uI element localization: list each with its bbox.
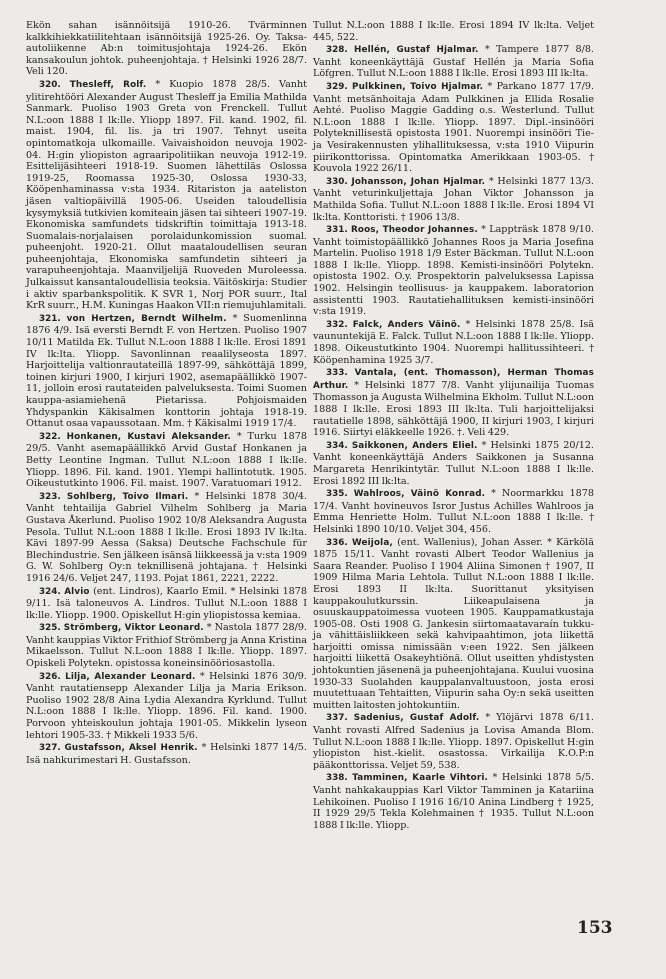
entry-number: 320. xyxy=(39,79,61,90)
entry-number: 332. xyxy=(326,319,348,330)
entry-number: 329. xyxy=(326,81,348,92)
entry-number: 330. xyxy=(326,176,348,187)
entry-text: * Helsinki 1878 25/8. Isä vaununtekijä E. Falck. Tullut N.L:oon 1888 I lk:lle. Yliopp. 1898. Oikeustutkinto 1904. Nuorempi hallitussihteeri. † Kööpenhamina 1925 3/7. xyxy=(313,318,594,366)
biography-entry xyxy=(26,671,307,742)
entry-name: Thesleff, Rolf. xyxy=(69,79,147,90)
entry-text: * Helsinki 1877 7/8. Vanht ylijunailija Tuomas Thomasson ja Augusta Wilhelmina Ekholm. Tullut N.L:oon 1888 I lk:lle. Erosi 1893 III lk:lta. Tuli harjoittelijaksi rautatielle 1898, sähköttäjä 1900, II kirjuri 1903, I kirjuri 1916. Siirtyi eläkkeelle 1926. †. Veli 429. xyxy=(313,379,594,439)
entry-number: 325. xyxy=(39,623,61,634)
continued-paragraph xyxy=(313,20,594,43)
entry-text: Tullut N.L:oon 1888 I lk:lle. Erosi 1894 IV lk:lta. Veljet 445, 522. xyxy=(313,20,594,43)
biography-entry xyxy=(26,313,307,430)
biography-entry xyxy=(313,319,594,366)
entry-text: * Nastola 1877 28/9. Vanht kauppias Viktor Frithiof Strömberg ja Anna Kristina Mikaelsson. Tullut N.L:oon 1888 I lk:lle. Yliopp. 1897. Opiskeli Polytekn. opistossa koneinsinööriosastolla. xyxy=(26,622,307,670)
entry-text: * Lappträsk 1878 9/10. Vanht toimistopäällikkö Johannes Roos ja Maria Josefina Martelin. Puoliso 1918 1/9 Ester Bäckman. Tullut N.L:oon 1888 I lk:lle. Yliopp. 1898. Kemisti-insinööri Polytekn. opistosta 1902. O.y. Prospektorin palveluksessa Lapissa 1902. Helsingin teollisuus- ja kauppakem. laboratorion assistentti 1903. Rautatiehallituksen kemisti-insinööri v:sta 1919. xyxy=(313,224,594,318)
biography-entry xyxy=(313,81,594,175)
biography-entry xyxy=(313,176,594,223)
entry-name: Alvio xyxy=(64,586,90,597)
entry-name: Tamminen, Kaarle Vihtori. xyxy=(352,773,488,784)
biography-entry xyxy=(26,742,307,766)
entry-name: Saikkonen, Anders Eliel. xyxy=(351,440,478,451)
entry-name: Sohlberg, Toivo Ilmari. xyxy=(66,491,189,502)
entry-text: (ent. Lindros), Kaarlo Emil. * Helsinki 1878 9/11. Isä taloneuvos A. Lindros. Tullut N.L:oon 1888 I lk:lle. Yliopp. 1900. Opiskellut H:gin yliopistossa kemiaa. xyxy=(26,585,307,621)
biography-entry xyxy=(313,44,594,80)
biography-entry xyxy=(26,431,307,490)
biography-entry xyxy=(26,622,307,669)
entry-number: 323. xyxy=(39,491,61,502)
entry-name: Roos, Theodor Johannes. xyxy=(350,225,478,236)
entry-name: Vantala, (ent. Thomasson), Herman Thomas Arthur. xyxy=(313,368,594,391)
entry-text: * Helsinki 1878 5/5. Vanht nahkakauppias Karl Viktor Tamminen ja Katariina Lehikoinen. Puoliso I 1916 16/10 Anina Lindberg † 1925, II 1929 29/5 Tekla Kolehmainen † 1935. Tullut N.L:oon 1888 I lk:lle. Yliopp. xyxy=(313,772,594,831)
entry-number: 334. xyxy=(326,440,348,451)
entry-name: Weijola, xyxy=(351,537,393,548)
entry-number: 336. xyxy=(326,537,348,548)
entry-name: von Hertzen, Berndt Wilhelm. xyxy=(66,313,227,324)
entry-name: Johansson, Johan Hjalmar. xyxy=(351,176,486,187)
biography-entry xyxy=(313,367,594,439)
right-column xyxy=(313,20,594,831)
entry-text: Ekön sahan isännöitsijä 1910-26. Tvärminnen kalkkihiekkatiilitehtaan isännöitsijä 1925-26. Oy. Taksa-autoliikenne Ab:n toimitusjohtaja 1924-26. Ekön kansakoulun johtok. puheenjohtaja. † Helsinki 1926 28/7. Veli 120. xyxy=(26,20,307,78)
entry-name: Sadenius, Gustaf Adolf. xyxy=(353,713,480,724)
entry-text: * Suomenlinna 1876 4/9. Isä eversti Berndt F. von Hertzen. Puoliso 1907 10/11 Matilda Ek. Tullut N.L:oon 1888 I lk:lle. Erosi 1891 IV lk:lta. Yliopp. Savonlinnan reaalilyseosta 1897. Harjoittelija valtionrautateillä 1897-99, sähköttäjä 1899, toinen kirjuri 1900, I kirjuri 1902, asemapäällikkö 1907-11, jolloin erosi rautateiden palveluksesta. Toimi Suomen kauppa-asiamiehenä Pietarissa. Pohjoismaiden Yhdyspankin Käkisalmen konttorin johtaja 1918-19. Ottanut osaa vapaussotaan. Mm. † Käkisalmi 1919 17/4. xyxy=(26,312,307,430)
left-column xyxy=(26,20,307,766)
entry-number: 335. xyxy=(326,489,348,500)
biography-entry xyxy=(26,586,307,622)
entry-name: Strömberg, Viktor Leonard. xyxy=(63,623,204,634)
entry-text: * Helsinki 1878 30/4. Vanht tehtailija Gabriel Vilhelm Sohlberg ja Maria Gustava Åkerlund. Puoliso 1902 10/8 Aleksandra Augusta Pesola. Tullut N.L:oon 1888 I lk:lle. Erosi 1893 IV lk:lta. Kävi 1897-99 Aessa (Saksa) Deutsche Fachschule für Blechindustrie. Sen jälkeen isänsä liikkeessä ja v:sta 1909 G. W. Sohlberg Oy:n teknillisenä johtajana. † Helsinki 1916 24/6. Veljet 247, 1193. Pojat 1861, 2221, 2222. xyxy=(26,490,307,584)
entry-text: (ent. Wallenius), Johan Asser. * Kärkölä 1875 15/11. Vanht rovasti Albert Teodor Wallenius ja Saara Reander. Puoliso I 1904 Aliina Simonen † 1907, II 1909 Hilma Maria Lehtola. Tullut N.L:oon 1888 I lk:lle. Erosi 1893 II lk:lta. Suorittanut yksityisen kauppakoulutkurssin. Liikeapulaisena ja osuuskauppatoimessa vuoteen 1905. Kauppamatkustaja 1905-08. Osti 1908 G. Jankesin siirtomaatavaraín tukku- ja vähittäisliikkeen sekä kahvipaahtimon, jota liikettä harjoitti omissa nimissään v:een 1922. Sen jälkeen harjoitti liikettä Osakeyhtiönä. Ollut useitten yhdistysten johtokuntien jäsenenä ja puheenjohtajana. Kuului vuosina 1930-33 Suolahden kauppalanvaltuustoon, josta erosi muutettuaan Tehtaitten, Viipurin saha Oy:n sekä useitten muitten laitosten johtokuntiin. xyxy=(313,536,594,711)
entry-number: 326. xyxy=(39,671,61,682)
entry-number: 331. xyxy=(326,225,348,236)
biography-entry xyxy=(313,440,594,487)
entry-text: * Helsinki 1877 13/3. Vanht veturinkuljettaja Johan Viktor Johansson ja Mathilda Sofia. Tullut N.L:oon 1888 I lk:lle. Erosi 1894 VI lk:lta. Konttoristi. † 1906 13/8. xyxy=(313,175,594,223)
entry-text: * Parkano 1877 17/9. Vanht metsänhoitaja Adam Pulkkinen ja Ellida Rosalie Aehté. Puoliso Maggie Gadding o.s. Westerlund. Tullut N.L:oon 1888 I lk:lle. Yliopp. 1897. Dipl.-insinööri Polyteknillisestä opistosta 1901. Nuorempi insinööri Tie- ja Vesirakennusten ylihallituksessa, v:sta 1910 Viipurin piirikonttorissa. Opintomatka Amerikkaan 1903-05. † Kouvola 1922 26/11. xyxy=(313,80,594,175)
biography-entry xyxy=(26,491,307,585)
entry-text: * Noormarkku 1878 17/4. Vanht hovineuvos Isror Justus Achilles Wahlroos ja Emma Henriette Holm. Tullut N.L:oon 1888 I lk:lle. † Helsinki 1890 10/10. Veljet 304, 456. xyxy=(313,488,594,535)
biography-entry xyxy=(313,537,594,712)
entry-name: Hellén, Gustaf Hjalmar. xyxy=(354,45,479,56)
entry-text: * Helsinki 1876 30/9. Vanht rautatiensepp Alexander Lilja ja Maria Erikson. Puoliso 1902 28/8 Aina Lydia Alexandra Kyrklund. Tullut N.L:oon 1888 I lk:lle. Yliopp. 1896. Fil. kand. 1900. Porvoon yhteiskoulun johtaja 1901-05. Mikkelin lyseon lehtori 1905-33. † Mikkeli 1933 5/6. xyxy=(26,670,307,741)
entry-name: Pulkkinen, Toivo Hjalmar. xyxy=(352,81,484,92)
entry-name: Gustafsson, Aksel Henrik. xyxy=(64,743,198,754)
entry-text: * Ylöjärvi 1878 6/11. Vanht rovasti Alfred Sadenius ja Lovisa Amanda Blom. Tullut N.L:oon 1888 I lk:lle. Yliopp. 1897. Opiskellut H:gin yliopiston hist.-kielit. osastossa. Virkailija K.O.P:n pääkonttorissa. Veljet 59, 538. xyxy=(313,712,594,771)
biography-entry xyxy=(26,79,307,312)
biography-entry xyxy=(313,712,594,771)
entry-text: * Helsinki 1875 20/12. Vanht koneenkäyttäjä Anders Saikkonen ja Susanna Margareta Henrikintytär. Tullut N.L:oon 1888 I lk:lle. Erosi 1892 III lk:lta. xyxy=(313,439,594,487)
continued-paragraph xyxy=(26,20,307,78)
entry-number: 327. xyxy=(39,743,61,754)
entry-number: 328. xyxy=(326,45,348,56)
page-number: 153 xyxy=(577,918,613,938)
entry-text: * Tampere 1877 8/8. Vanht koneenkäyttäjä Gustaf Hellén ja Maria Sofia Löfgren. Tullut N.L:oon 1888 I lk:lle. Erosi 1893 III lk:lta. xyxy=(313,44,594,80)
entry-number: 333. xyxy=(326,368,348,379)
entry-text: * Helsinki 1877 14/5. Isä nahkurimestari H. Gustafsson. xyxy=(26,742,307,766)
entry-number: 322. xyxy=(39,431,61,442)
entry-name: Lilja, Alexander Leonard. xyxy=(65,671,196,682)
biography-entry xyxy=(313,772,594,831)
entry-text: * Kuopio 1878 28/5. Vanht ylitirehtööri Alexander August Thesleff ja Emilia Mathilda Sanmark. Puoliso 1903 Greta von Frenckell. Tullut N.L:oon 1888 I lk:lle. Yliopp 1897. Fil. kand. 1902, fil. maist. 1904, fil. lis. ja tri 1907. Tehnyt useita opintomatkoja ulkomaille. Vaivaishoidon neuvoja 1902-04. H:gin yliopiston agraaripolitiikan neuvoja 1912-19. Esittelijäsihteeri 1918-19. Suomen lähettiläs Oslossa 1919-25, Roomassa 1925-30, Oslossa 1930-33, Kööpenhaminassa v:sta 1934. Ritariston ja aateliston jäsen valtiopäivillä 1905-06. Useiden taloudellisia kysymyksiä tutkivien komiteain jäsen tai sihteeri 1907-19. Ekonomiska samfundets tidskriftin toimittaja 1913-18. Suomalais-norjalaisen porolaidunkomission suomal. puheenjoht. 1920-21. Ollut maataloudellisen seuran puheenjohtaja, Ekonomiska samfundetin sihteeri ja varapuheenjohtaja. Maanviljelijä Ruoveden Muroleessa. Julkaissut kansantaloudellisia teoksia. Väitöskirja: Studier i aktiv sparbankspolitik. K SVR 1, Norj POR suurr., Ital KrR suurr., H.M. Kuningas Haakon VII:n riemujuhlamitali. xyxy=(26,78,307,312)
entry-number: 321. xyxy=(39,313,61,324)
entry-number: 324. xyxy=(39,586,61,597)
biography-entry xyxy=(313,224,594,318)
entry-number: 337. xyxy=(326,713,348,724)
entry-number: 338. xyxy=(326,773,348,784)
entry-name: Wahlroos, Väinö Konrad. xyxy=(353,489,486,500)
entry-text: * Turku 1878 29/5. Vanht asemapäällikkö Arvid Gustaf Honkanen ja Betty Leontine Ingman. Tullut N.L:oon 1888 I lk:lle. Yliopp. 1896. Fil. kand. 1901. Ylempi hallintotutk. 1905. Oikeustutkinto 1906. Fil. maist. 1907. Varatuomari 1912. xyxy=(26,430,307,490)
biography-entry xyxy=(313,488,594,535)
entry-name: Honkanen, Kustavi Aleksander. xyxy=(66,431,231,442)
entry-name: Falck, Anders Väinö. xyxy=(352,319,461,330)
